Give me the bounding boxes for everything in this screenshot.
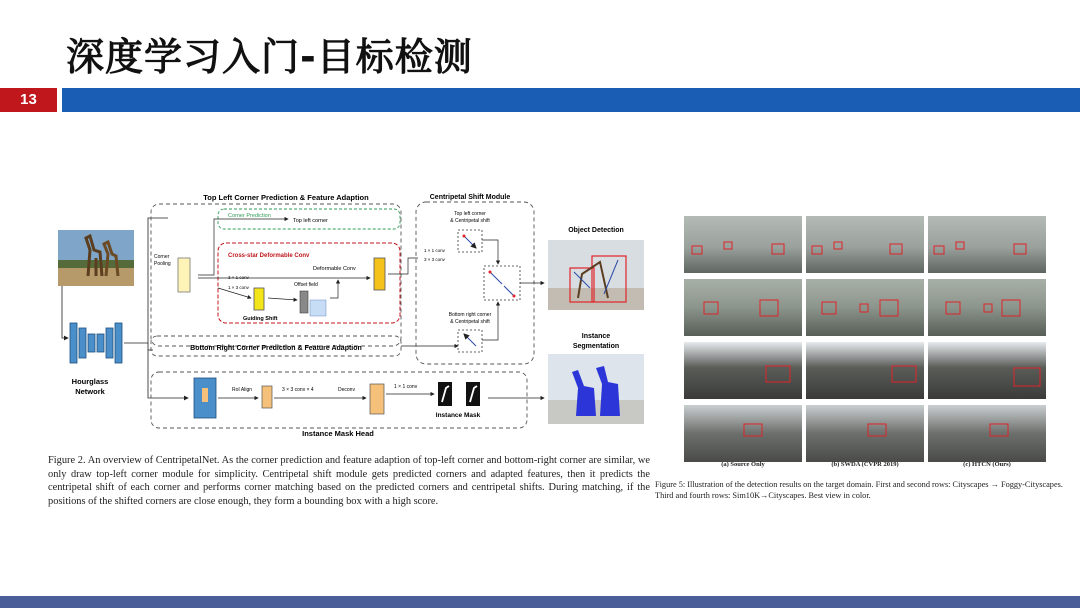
tl-module-title: Top Left Corner Prediction & Feature Adaption [203, 193, 369, 202]
detection-results-grid [684, 216, 1048, 468]
conv-3x1-label: 3 × 1 conv [228, 275, 249, 280]
roi-feature [262, 386, 272, 408]
column-label-source-only: (a) Source Only [721, 461, 765, 468]
instance-mask-label: Instance Mask [435, 412, 481, 419]
deformable-conv-label: Deformable Conv [313, 266, 356, 272]
figure2-caption: Figure 2. An overview of CentripetalNet. As the corner prediction and feature adaption of top-left corner and bottom-right corner are similar, we only draw top-left corner module for simplicity. Centripetal shift module gets predicted corners and adapted features, then it predicts the centripetal shift of each corner and performs corner matching based on the predicted corners and centripetal shifts. During matching, if the positions of the shifted corners are close enough, they form a bounding box with a high score. [48, 455, 650, 507]
column-label-htcn: (c) HTCN (Ours) [963, 461, 1011, 468]
guiding-shift-feature [254, 288, 264, 310]
figure5-caption: Figure 5: Illustration of the detection results on the target domain. First and second rows: Cityscapes → Foggy-Cityscapes. Third and fourth rows: Sim10K→Cityscapes. Best view in color. [655, 480, 1063, 501]
column-label-swda: (b) SWDA (CVPR 2019) [831, 461, 899, 468]
instance-seg-line2: Segmentation [572, 343, 620, 350]
tl-shift-line1: Top left corner [454, 211, 486, 217]
br-shift-line2: & Centripetal shift [450, 319, 490, 325]
hourglass-label-line2: Network [75, 387, 105, 396]
centripetalnet-diagram [48, 188, 648, 440]
input-image [58, 230, 134, 286]
centripetal-title: Centripetal Shift Module [429, 194, 511, 201]
detection-boxes-overlay [684, 216, 1048, 468]
tl-shift-line2: & Centripetal shift [450, 218, 490, 224]
header-bar [62, 88, 1080, 112]
offset-grid [310, 300, 326, 316]
offset-field-label: Offset field [294, 282, 318, 288]
c2-label: 3 × 3 conv [424, 257, 445, 262]
hourglass-network [70, 323, 122, 396]
br-module-title: Bottom Right Corner Prediction & Feature Adaption [190, 345, 362, 352]
c1-label: 1 × 1 conv [424, 248, 445, 253]
corner-pooling-label-2: Pooling [154, 261, 171, 267]
br-shift-patch [458, 330, 482, 352]
object-detection-output [548, 240, 644, 310]
instance-segmentation-output [548, 354, 644, 424]
corner-prediction-label: Corner Prediction [228, 213, 271, 219]
roi-align-label: RoI Align [232, 387, 253, 393]
top-left-corner-label: Top left corner [293, 218, 328, 224]
hourglass-label-line1: Hourglass [71, 377, 109, 386]
br-shift-line1: Bottom right corner [448, 312, 492, 318]
deformable-feature [374, 258, 385, 290]
tl-shift-patch [458, 230, 482, 252]
footer-bar [0, 596, 1080, 608]
offset-field-feature [300, 291, 308, 313]
deconv-feature [370, 384, 384, 414]
mask-head-label: Instance Mask Head [302, 429, 374, 438]
corner-pool-feature [178, 258, 190, 292]
instance-seg-line1: Instance [581, 333, 611, 340]
deconv-label: Deconv [338, 387, 355, 393]
conv-1x1-label: 1 × 1 conv [394, 384, 418, 390]
cross-star-label: Cross-star Deformable Conv [228, 253, 310, 259]
object-detection-label: Object Detection [568, 227, 624, 234]
conv-3x3-4-label: 3 × 3 conv × 4 [282, 387, 314, 393]
guiding-shift-label: Guiding Shift [243, 316, 278, 322]
conv-1x3-label: 1 × 3 conv [228, 285, 249, 290]
page-number: 13 [0, 88, 57, 112]
slide-title: 深度学习入门-目标检测 [66, 35, 473, 79]
corner-pooling-label-1: Corner [154, 254, 170, 260]
